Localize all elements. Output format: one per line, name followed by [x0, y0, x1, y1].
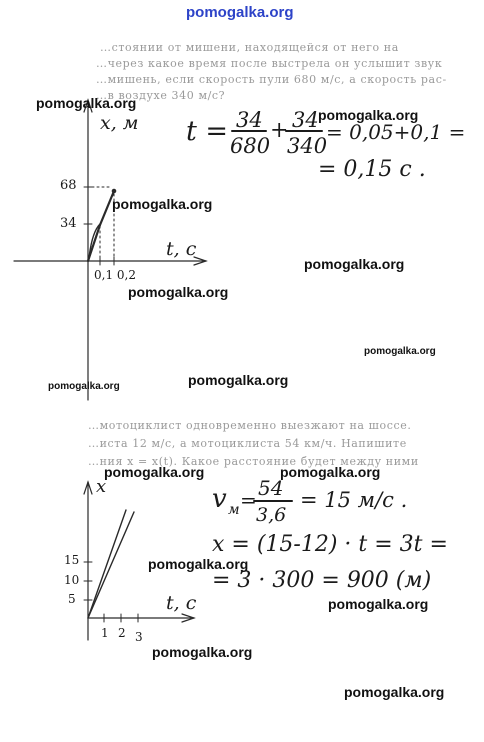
- solution2-eq: =: [240, 488, 257, 512]
- watermark: pomogalka.org: [112, 196, 213, 212]
- graph2-line-moto: [88, 510, 126, 618]
- solution1-den1: 680: [230, 134, 271, 158]
- solution1-eq1: = 0,05+0,1 =: [326, 120, 466, 144]
- watermark: pomogalka.org: [344, 684, 445, 700]
- solution1-eq2: = 0,15 с .: [318, 157, 426, 182]
- graph2-tick-5: 5: [68, 592, 76, 606]
- solution1-t: t =: [186, 116, 229, 147]
- graph1-t-label: t, с: [166, 238, 197, 260]
- solution1-num2: 34: [292, 108, 319, 132]
- watermark: pomogalka.org: [48, 381, 120, 392]
- problem2-text-line3: …ния x = x(t). Какое расстояние будет между ними: [88, 455, 419, 468]
- solution2-num: 54: [258, 476, 284, 500]
- graph2-line-bike: [88, 512, 134, 618]
- watermark: pomogalka.org: [128, 284, 229, 300]
- solution1-num1: 34: [236, 108, 263, 132]
- watermark: pomogalka.org: [280, 464, 381, 480]
- graph2-tick-t3: 3: [135, 630, 143, 644]
- solution2-den: 3,6: [256, 504, 287, 526]
- graph1-x-label: x, м: [100, 112, 139, 134]
- watermark-top: pomogalka.org: [186, 4, 294, 21]
- problem1-text-line3: …мишень, если скорость пули 680 м/с, а скорость рас-: [96, 73, 447, 86]
- solution2-v: v: [212, 484, 227, 514]
- graph1-tick-68: 68: [60, 178, 77, 193]
- watermark: pomogalka.org: [104, 464, 205, 480]
- solution2-result: = 15 м/с .: [300, 488, 408, 512]
- watermark: pomogalka.org: [364, 346, 436, 357]
- watermark: pomogalka.org: [152, 644, 253, 660]
- graph2-tick-10: 10: [64, 573, 80, 587]
- problem1-text-line2: …через какое время после выстрела он услышит звук: [96, 57, 443, 70]
- graph2-t-label: t, с: [166, 592, 197, 614]
- solution2-v-sub: м: [228, 502, 240, 518]
- graph2-tick-t2: 2: [118, 626, 126, 640]
- graph1-line: [88, 191, 114, 261]
- solution2-line3: = 3 · 300 = 900 (м): [212, 568, 432, 593]
- problem2-text-line2: …иста 12 м/с, а мотоциклиста 54 км/ч. Напишите: [88, 437, 407, 450]
- watermark: pomogalka.org: [328, 596, 429, 612]
- problem1-text-line4: …в воздухе 340 м/с?: [96, 89, 226, 102]
- graph2-tick-15: 15: [64, 553, 80, 567]
- watermark: pomogalka.org: [36, 95, 137, 111]
- graph2-tick-t1: 1: [101, 626, 109, 640]
- watermark: pomogalka.org: [148, 556, 249, 572]
- watermark: pomogalka.org: [188, 372, 289, 388]
- graph2-x-label: x: [96, 476, 107, 497]
- solution2-line2: x = (15-12) · t = 3t =: [212, 532, 448, 557]
- watermark: pomogalka.org: [318, 107, 419, 123]
- problem1-text-line1: …стоянии от мишени, находящейся от него на: [100, 41, 399, 54]
- solution1-plus: +: [270, 118, 289, 143]
- graph1-tick-34: 34: [60, 216, 77, 231]
- problem2-text-line1: …мотоциклист одновременно выезжают на шоссе.: [88, 419, 412, 432]
- watermark: pomogalka.org: [304, 256, 405, 272]
- graph1-t-ticks: 0,1 0,2: [94, 268, 136, 282]
- solution1-den2: 340: [287, 134, 328, 158]
